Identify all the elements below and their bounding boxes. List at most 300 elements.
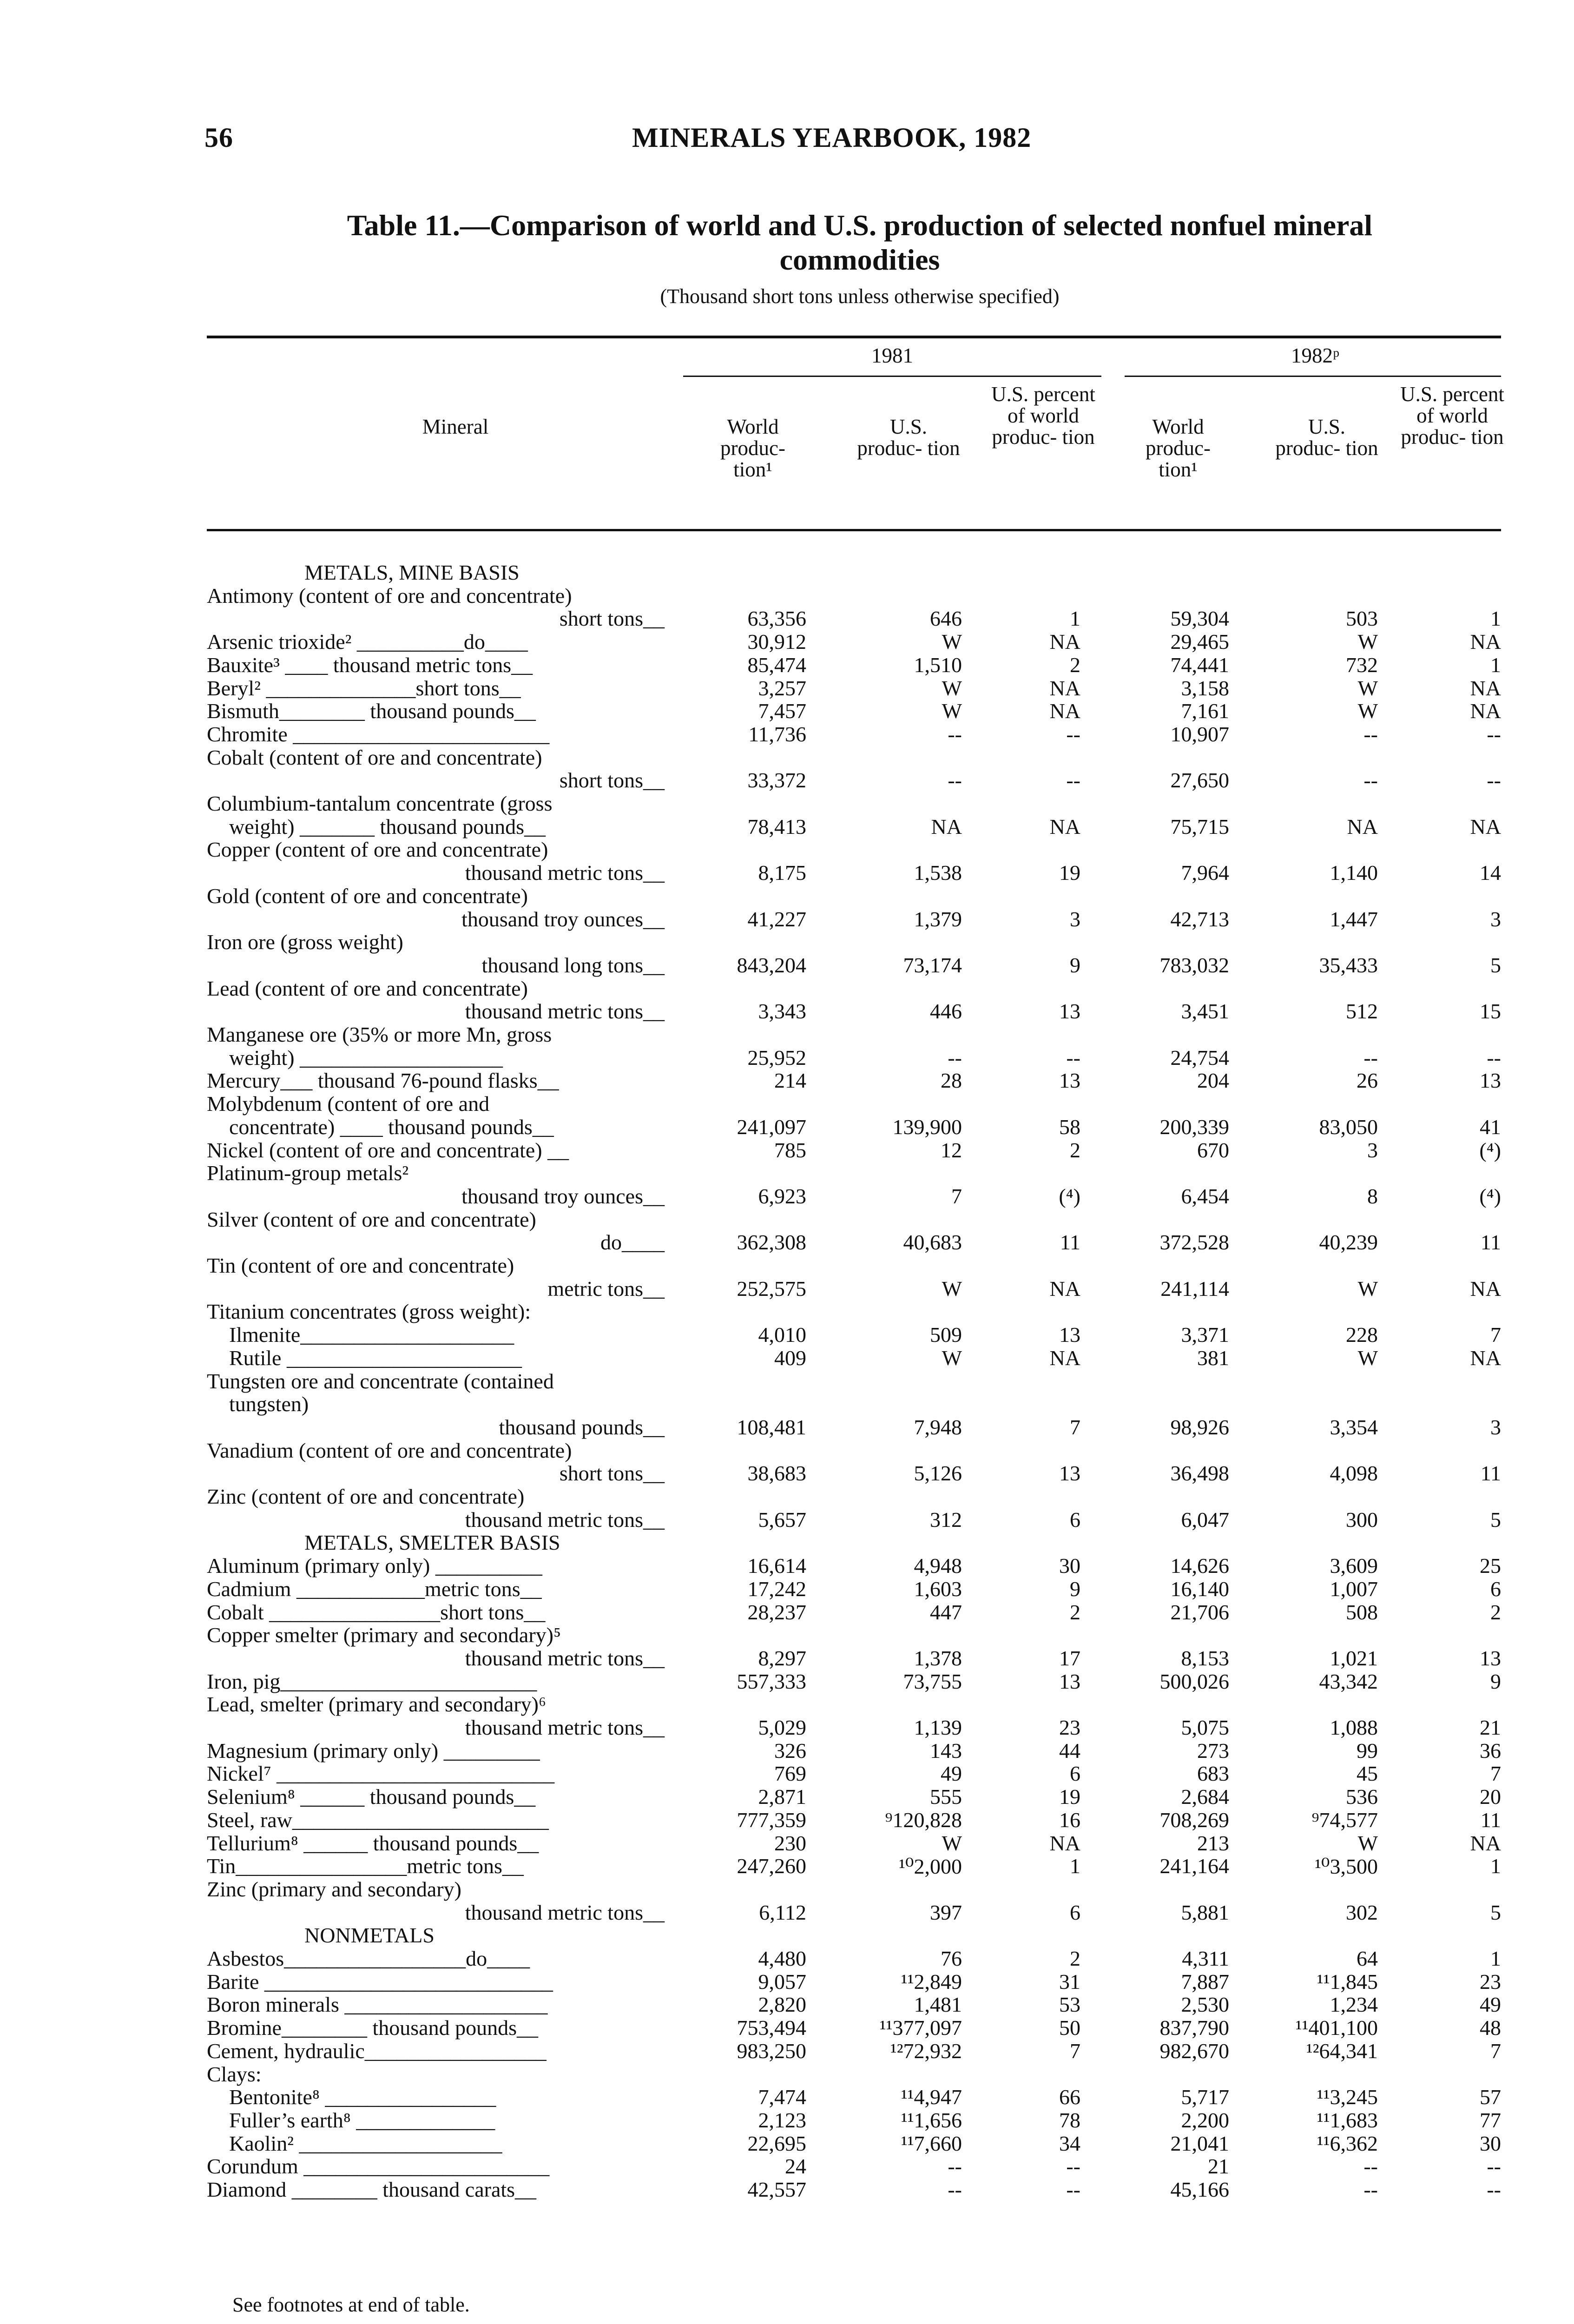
mineral-label: weight) ___________________ — [229, 1045, 503, 1070]
cell-p81: 2 — [1070, 1600, 1080, 1624]
mineral-label: short tons__ — [559, 768, 665, 792]
cell-w82: 24,754 — [1170, 1045, 1229, 1070]
cell-w82: 6,047 — [1181, 1507, 1229, 1532]
cell-w82: 4,311 — [1182, 1947, 1229, 1970]
cell-w81: 785 — [774, 1138, 806, 1162]
cell-u82: -- — [1363, 722, 1378, 746]
cell-w81: 326 — [774, 1738, 806, 1763]
mineral-label: Zinc (primary and secondary) — [207, 1877, 461, 1901]
cell-u81: ¹¹1,656 — [901, 2108, 962, 2132]
cell-u82: 4,098 — [1330, 1461, 1378, 1486]
cell-u81: W — [942, 1346, 962, 1370]
cell-u81: -- — [948, 2154, 962, 2179]
mineral-label: Barite ___________________________ — [207, 1969, 553, 1994]
cell-p82: NA — [1470, 814, 1501, 838]
cell-w82: 372,528 — [1159, 1230, 1229, 1254]
cell-w82: 7,887 — [1181, 1969, 1229, 1994]
cell-p81: 17 — [1059, 1646, 1080, 1670]
cell-u82: 1,007 — [1330, 1577, 1378, 1601]
cell-u82: W — [1357, 630, 1378, 654]
cell-w82: 213 — [1197, 1831, 1229, 1855]
cell-u82: 43,342 — [1319, 1669, 1378, 1693]
cell-u81: 49 — [941, 1762, 962, 1786]
cell-p81: 78 — [1059, 2108, 1080, 2132]
cell-w81: 11,736 — [748, 722, 806, 746]
cell-w82: 45,166 — [1170, 2178, 1229, 2201]
cell-u82: 99 — [1357, 1738, 1378, 1763]
cell-u82: ¹⁰3,500 — [1315, 1855, 1378, 1879]
cell-u82: 3,354 — [1330, 1415, 1378, 1439]
cell-w81: 3,343 — [758, 999, 806, 1023]
cell-u82: 732 — [1346, 653, 1378, 677]
mineral-label: Bauxite³ ____ thousand metric tons__ — [207, 653, 533, 677]
cell-w82: 6,454 — [1181, 1184, 1229, 1208]
header-year-1982: 1982ᵖ — [1291, 344, 1339, 367]
cell-w82: 783,032 — [1159, 953, 1229, 977]
cell-p82: 1 — [1490, 653, 1501, 677]
cell-u82: 1,234 — [1330, 1993, 1378, 2017]
cell-u81: 646 — [930, 607, 962, 631]
cell-w81: 6,923 — [758, 1184, 806, 1208]
mineral-label: Columbium-tantalum concentrate (gross — [207, 792, 553, 815]
mineral-label: tungsten) — [229, 1392, 309, 1416]
cell-p81: 13 — [1059, 999, 1080, 1023]
cell-w81: 41,227 — [747, 907, 806, 931]
footnote: See footnotes at end of table. — [232, 2293, 470, 2316]
header-span-1981 — [683, 376, 1101, 377]
cell-u81: W — [942, 1276, 962, 1301]
cell-w81: 7,474 — [758, 2085, 806, 2109]
mineral-label: thousand troy ounces__ — [461, 1184, 665, 1208]
cell-p82: NA — [1470, 1831, 1501, 1855]
cell-w81: 42,557 — [747, 2178, 806, 2201]
cell-u82: 503 — [1346, 607, 1378, 631]
cell-u81: 7 — [951, 1184, 962, 1208]
mineral-label: Cobalt ________________short tons__ — [207, 1600, 546, 1624]
cell-p81: 16 — [1059, 1808, 1080, 1832]
cell-u81: 5,126 — [914, 1461, 962, 1486]
cell-u82: W — [1357, 676, 1378, 700]
cell-w82: 75,715 — [1170, 814, 1229, 838]
cell-p81: 50 — [1059, 2016, 1080, 2040]
cell-u81: 397 — [930, 1900, 962, 1924]
cell-w82: 5,881 — [1181, 1900, 1229, 1924]
cell-p81: 7 — [1070, 1415, 1080, 1439]
cell-u81: ¹⁰2,000 — [899, 1855, 962, 1879]
cell-p82: (⁴) — [1479, 1138, 1501, 1162]
running-head-title: MINERALS YEARBOOK, 1982 — [632, 122, 1032, 153]
cell-p81: 1 — [1070, 1854, 1080, 1878]
cell-p81: 23 — [1059, 1716, 1080, 1739]
cell-p81: 2 — [1070, 1138, 1080, 1162]
mineral-label: Gold (content of ore and concentrate) — [207, 884, 528, 908]
cell-w82: 708,269 — [1159, 1808, 1229, 1832]
cell-p81: 44 — [1059, 1738, 1080, 1763]
cell-u81: 446 — [930, 999, 962, 1023]
header-pct-1982: U.S. percent of world produc- tion — [1400, 383, 1504, 449]
cell-u81: 139,900 — [892, 1115, 962, 1139]
cell-p81: 34 — [1059, 2131, 1080, 2155]
mineral-label: Lead, smelter (primary and secondary)⁶ — [207, 1692, 547, 1717]
mineral-label: thousand metric tons__ — [465, 999, 665, 1023]
mineral-label: Ilmenite____________________ — [229, 1323, 514, 1347]
cell-p81: -- — [1066, 2154, 1080, 2179]
cell-p82: 7 — [1490, 1762, 1501, 1786]
mineral-label: Clays: — [207, 2062, 262, 2086]
cell-p81: NA — [1049, 1276, 1080, 1301]
cell-p82: 9 — [1490, 1669, 1501, 1693]
cell-p81: 13 — [1059, 1669, 1080, 1693]
cell-w81: 108,481 — [737, 1415, 806, 1439]
cell-u81: 1,379 — [914, 907, 962, 931]
mineral-label: Selenium⁸ ______ thousand pounds__ — [207, 1785, 536, 1809]
table-title: Table 11.—Comparison of world and U.S. production of selected nonfuel mineral commodities — [347, 209, 1373, 276]
cell-u82: W — [1357, 699, 1378, 723]
mineral-label: Tin________________metric tons__ — [207, 1854, 524, 1878]
cell-w82: 2,200 — [1181, 2108, 1229, 2132]
cell-u82: 1,021 — [1330, 1646, 1378, 1670]
cell-p81: 2 — [1070, 1947, 1080, 1970]
cell-w82: 74,441 — [1170, 653, 1229, 677]
cell-u82: 300 — [1346, 1507, 1378, 1532]
cell-w81: 8,175 — [758, 861, 806, 885]
cell-u82: -- — [1363, 768, 1378, 792]
cell-p82: NA — [1470, 630, 1501, 654]
cell-p82: 5 — [1490, 1900, 1501, 1924]
mineral-label: Boron minerals ___________________ — [207, 1993, 548, 2017]
cell-w82: 204 — [1197, 1069, 1229, 1093]
header-mineral: Mineral — [422, 415, 489, 438]
mineral-label: Corundum _______________________ — [207, 2154, 550, 2179]
mineral-label: Mercury___ thousand 76-pound flasks__ — [207, 1069, 559, 1093]
cell-p81: 9 — [1070, 1577, 1080, 1601]
header-us-1982: U.S. produc- tion — [1275, 415, 1378, 460]
cell-p82: 30 — [1480, 2131, 1501, 2155]
mineral-label: thousand metric tons__ — [465, 1900, 665, 1924]
cell-w81: 252,575 — [737, 1276, 806, 1301]
cell-w81: 17,242 — [747, 1577, 806, 1601]
cell-w81: 33,372 — [747, 768, 806, 792]
cell-p82: 15 — [1480, 999, 1501, 1023]
cell-u82: 35,433 — [1319, 953, 1378, 977]
cell-p82: 3 — [1490, 1415, 1501, 1439]
cell-w81: 2,820 — [758, 1993, 806, 2017]
cell-p81: 1 — [1070, 607, 1080, 631]
cell-u82: 3 — [1367, 1138, 1378, 1162]
cell-u81: 1,481 — [914, 1993, 962, 2017]
cell-u82: W — [1357, 1276, 1378, 1301]
cell-w82: 381 — [1197, 1346, 1229, 1370]
cell-p81: -- — [1066, 768, 1080, 792]
cell-p82: -- — [1487, 2178, 1501, 2201]
mineral-label: Copper (content of ore and concentrate) — [207, 838, 548, 862]
cell-u81: 1,139 — [914, 1716, 962, 1739]
cell-u81: W — [942, 1831, 962, 1855]
cell-w82: 27,650 — [1170, 768, 1229, 792]
cell-p82: 13 — [1480, 1069, 1501, 1093]
cell-w81: 78,413 — [747, 814, 806, 838]
mineral-label: Copper smelter (primary and secondary)⁵ — [207, 1623, 561, 1647]
mineral-label: Bromine________ thousand pounds__ — [207, 2016, 538, 2040]
cell-w81: 214 — [774, 1069, 806, 1093]
cell-w81: 983,250 — [737, 2039, 806, 2063]
cell-w82: 59,304 — [1170, 607, 1229, 631]
cell-w81: 5,029 — [758, 1716, 806, 1739]
cell-p81: NA — [1049, 814, 1080, 838]
cell-w81: 25,952 — [747, 1045, 806, 1070]
mineral-label: metric tons__ — [547, 1276, 665, 1301]
mineral-label: Silver (content of ore and concentrate) — [207, 1207, 536, 1231]
cell-u81: W — [942, 630, 962, 654]
mineral-label: Lead (content of ore and concentrate) — [207, 976, 528, 1000]
cell-w81: 777,359 — [737, 1808, 806, 1832]
cell-u81: 1,538 — [914, 861, 962, 885]
cell-p81: 13 — [1059, 1069, 1080, 1093]
mineral-label: Zinc (content of ore and concentrate) — [207, 1485, 525, 1508]
cell-w81: 4,480 — [758, 1947, 806, 1970]
cell-p82: 13 — [1480, 1646, 1501, 1670]
cell-w81: 3,257 — [758, 676, 806, 700]
cell-u81: 73,755 — [903, 1669, 962, 1693]
mineral-label: thousand long tons__ — [481, 953, 665, 977]
cell-u82: 45 — [1357, 1762, 1378, 1786]
cell-p81: 3 — [1070, 907, 1080, 931]
cell-u81: 7,948 — [914, 1415, 962, 1439]
cell-w81: 247,260 — [737, 1854, 806, 1878]
mineral-label: thousand pounds__ — [499, 1415, 665, 1439]
section-label: METALS, MINE BASIS — [304, 561, 520, 584]
cell-w81: 409 — [774, 1346, 806, 1370]
cell-u81: 1,510 — [914, 653, 962, 677]
header-world-1982: World produc- tion¹ — [1146, 415, 1211, 481]
cell-p82: 1 — [1490, 607, 1501, 631]
cell-u81: 73,174 — [903, 953, 962, 977]
mineral-label: short tons__ — [559, 1461, 665, 1486]
mineral-label: Tellurium⁸ ______ thousand pounds__ — [207, 1831, 539, 1855]
cell-u82: 40,239 — [1319, 1230, 1378, 1254]
cell-w82: 7,964 — [1181, 861, 1229, 885]
header-span-1982 — [1125, 376, 1501, 377]
cell-w82: 21,706 — [1170, 1600, 1229, 1624]
mineral-label: Vanadium (content of ore and concentrate) — [207, 1438, 572, 1462]
cell-w82: 2,684 — [1181, 1785, 1229, 1809]
section-label: METALS, SMELTER BASIS — [304, 1531, 560, 1555]
cell-p82: NA — [1470, 1276, 1501, 1301]
cell-w81: 24 — [785, 2154, 806, 2179]
cell-p82: 2 — [1490, 1600, 1501, 1624]
cell-p82: 5 — [1490, 953, 1501, 977]
cell-p81: 2 — [1070, 653, 1080, 677]
cell-w82: 8,153 — [1181, 1646, 1229, 1670]
header-pct-1981: U.S. percent of world produc- tion — [991, 383, 1095, 449]
header-bottom-rule — [207, 529, 1501, 531]
cell-w81: 2,123 — [758, 2108, 806, 2132]
cell-p82: 48 — [1480, 2016, 1501, 2040]
table-subtitle: (Thousand short tons unless otherwise specified) — [660, 285, 1060, 308]
cell-u82: -- — [1363, 2154, 1378, 2179]
cell-w81: 843,204 — [737, 953, 806, 977]
cell-u82: 64 — [1357, 1947, 1378, 1970]
mineral-label: Titanium concentrates (gross weight): — [207, 1300, 531, 1324]
cell-u82: W — [1357, 1346, 1378, 1370]
mineral-label: Cadmium ____________metric tons__ — [207, 1577, 542, 1601]
cell-w82: 5,717 — [1181, 2085, 1229, 2109]
cell-p82: 11 — [1480, 1808, 1501, 1832]
mineral-label: Steel, raw________________________ — [207, 1808, 549, 1832]
cell-u82: ¹¹3,245 — [1317, 2085, 1378, 2109]
cell-u81: 1,378 — [914, 1646, 962, 1670]
cell-p81: 6 — [1070, 1762, 1080, 1786]
cell-u82: 508 — [1346, 1600, 1378, 1624]
cell-u81: 447 — [930, 1600, 962, 1624]
cell-p82: 20 — [1480, 1785, 1501, 1809]
mineral-label: short tons__ — [559, 607, 665, 631]
cell-w82: 2,530 — [1181, 1993, 1229, 2017]
mineral-label: Fuller’s earth⁸ _____________ — [229, 2108, 495, 2132]
cell-w82: 7,161 — [1181, 699, 1229, 723]
mineral-label: Diamond ________ thousand carats__ — [207, 2178, 537, 2201]
cell-u82: 3,609 — [1330, 1554, 1378, 1578]
mineral-label: thousand metric tons__ — [465, 1507, 665, 1532]
header-world-1981: World produc- tion¹ — [720, 415, 785, 481]
cell-p81: -- — [1066, 722, 1080, 746]
cell-p81: 19 — [1059, 1785, 1080, 1809]
cell-p82: (⁴) — [1479, 1184, 1501, 1208]
page-number: 56 — [204, 122, 233, 153]
mineral-label: Aluminum (primary only) __________ — [207, 1554, 542, 1578]
cell-u82: 536 — [1346, 1785, 1378, 1809]
cell-p82: 1 — [1490, 1947, 1501, 1970]
cell-p82: 1 — [1490, 1854, 1501, 1878]
cell-p81: NA — [1049, 699, 1080, 723]
mineral-label: thousand metric tons__ — [465, 1646, 665, 1670]
cell-p82: NA — [1470, 699, 1501, 723]
cell-p82: 3 — [1490, 907, 1501, 931]
cell-u82: 512 — [1346, 999, 1378, 1023]
top-rule — [207, 336, 1501, 338]
cell-p81: 11 — [1060, 1230, 1080, 1254]
cell-w82: 200,339 — [1159, 1115, 1229, 1139]
cell-w82: 21,041 — [1170, 2131, 1229, 2155]
cell-u82: 302 — [1346, 1900, 1378, 1924]
cell-p81: -- — [1066, 2178, 1080, 2201]
cell-p81: (⁴) — [1059, 1184, 1080, 1208]
cell-p81: NA — [1049, 1831, 1080, 1855]
cell-p82: -- — [1487, 1045, 1501, 1070]
cell-w82: 982,670 — [1159, 2039, 1229, 2063]
cell-u82: 1,140 — [1330, 861, 1378, 885]
mineral-label: thousand metric tons__ — [465, 861, 665, 885]
mineral-label: Arsenic trioxide² __________do____ — [207, 630, 528, 654]
cell-p82: 7 — [1490, 1323, 1501, 1347]
mineral-label: Manganese ore (35% or more Mn, gross — [207, 1023, 552, 1046]
cell-u82: ¹¹1,683 — [1317, 2108, 1378, 2132]
cell-p81: 9 — [1070, 953, 1080, 977]
cell-w81: 769 — [774, 1762, 806, 1786]
cell-w81: 8,297 — [758, 1646, 806, 1670]
cell-u82: ¹¹6,362 — [1317, 2131, 1378, 2155]
cell-p81: 58 — [1059, 1115, 1080, 1139]
cell-u81: 12 — [941, 1138, 962, 1162]
cell-w81: 2,871 — [758, 1785, 806, 1809]
cell-p81: -- — [1066, 1045, 1080, 1070]
cell-w82: 98,926 — [1170, 1415, 1229, 1439]
cell-u82: 8 — [1367, 1184, 1378, 1208]
cell-w81: 4,010 — [758, 1323, 806, 1347]
cell-p81: 7 — [1070, 2039, 1080, 2063]
cell-u81: 555 — [930, 1785, 962, 1809]
cell-p82: -- — [1487, 2154, 1501, 2179]
cell-w82: 5,075 — [1181, 1716, 1229, 1739]
header-year-1981: 1981 — [871, 344, 913, 367]
mineral-label: concentrate) ____ thousand pounds__ — [229, 1115, 554, 1139]
cell-u82: ⁹74,577 — [1311, 1808, 1378, 1832]
mineral-label: Magnesium (primary only) _________ — [207, 1738, 540, 1763]
cell-u81: 1,603 — [914, 1577, 962, 1601]
cell-u81: -- — [948, 722, 962, 746]
cell-w82: 21 — [1208, 2154, 1229, 2179]
mineral-label: Iron, pig________________________ — [207, 1669, 537, 1693]
cell-p82: 6 — [1490, 1577, 1501, 1601]
cell-u81: W — [942, 699, 962, 723]
mineral-label: Tin (content of ore and concentrate) — [207, 1254, 514, 1277]
cell-u81: ¹¹377,097 — [879, 2016, 962, 2040]
cell-w82: 683 — [1197, 1762, 1229, 1786]
cell-w81: 7,457 — [758, 699, 806, 723]
cell-p82: 49 — [1480, 1993, 1501, 2017]
mineral-label: Cement, hydraulic_________________ — [207, 2039, 547, 2063]
cell-u81: ¹¹2,849 — [901, 1969, 962, 1994]
mineral-label: Bentonite⁸ ________________ — [229, 2085, 496, 2109]
cell-p82: 36 — [1480, 1738, 1501, 1763]
cell-u81: ¹¹7,660 — [901, 2131, 962, 2155]
cell-p82: 14 — [1480, 861, 1501, 885]
cell-w82: 3,451 — [1181, 999, 1229, 1023]
cell-u81: 40,683 — [903, 1230, 962, 1254]
mineral-label: Bismuth________ thousand pounds__ — [207, 699, 536, 723]
cell-p82: 57 — [1480, 2085, 1501, 2109]
cell-u81: 76 — [941, 1947, 962, 1970]
cell-u81: ¹¹4,947 — [901, 2085, 962, 2109]
cell-w82: 42,713 — [1170, 907, 1229, 931]
mineral-label: Chromite ________________________ — [207, 722, 550, 746]
mineral-label: Cobalt (content of ore and concentrate) — [207, 745, 542, 769]
cell-u82: ¹¹401,100 — [1295, 2016, 1378, 2040]
cell-u81: -- — [948, 2178, 962, 2201]
cell-p82: 41 — [1480, 1115, 1501, 1139]
mineral-label: Beryl² ______________short tons__ — [207, 676, 521, 700]
cell-w81: 230 — [774, 1831, 806, 1855]
cell-w81: 28,237 — [747, 1600, 806, 1624]
cell-p81: 31 — [1059, 1969, 1080, 1994]
cell-w82: 3,158 — [1181, 676, 1229, 700]
cell-p81: 6 — [1070, 1900, 1080, 1924]
cell-w81: 557,333 — [737, 1669, 806, 1693]
cell-p82: 23 — [1480, 1969, 1501, 1994]
cell-w81: 38,683 — [747, 1461, 806, 1486]
cell-u81: ⁹120,828 — [885, 1808, 962, 1832]
cell-p82: 77 — [1480, 2108, 1501, 2132]
cell-w81: 85,474 — [747, 653, 806, 677]
cell-p82: 25 — [1480, 1554, 1501, 1578]
cell-w82: 670 — [1197, 1138, 1229, 1162]
mineral-label: Platinum-group metals² — [207, 1161, 409, 1185]
cell-u81: 143 — [930, 1738, 962, 1763]
cell-p81: 13 — [1059, 1323, 1080, 1347]
cell-w82: 273 — [1197, 1738, 1229, 1763]
cell-u82: 83,050 — [1319, 1115, 1378, 1139]
cell-w81: 22,695 — [747, 2131, 806, 2155]
